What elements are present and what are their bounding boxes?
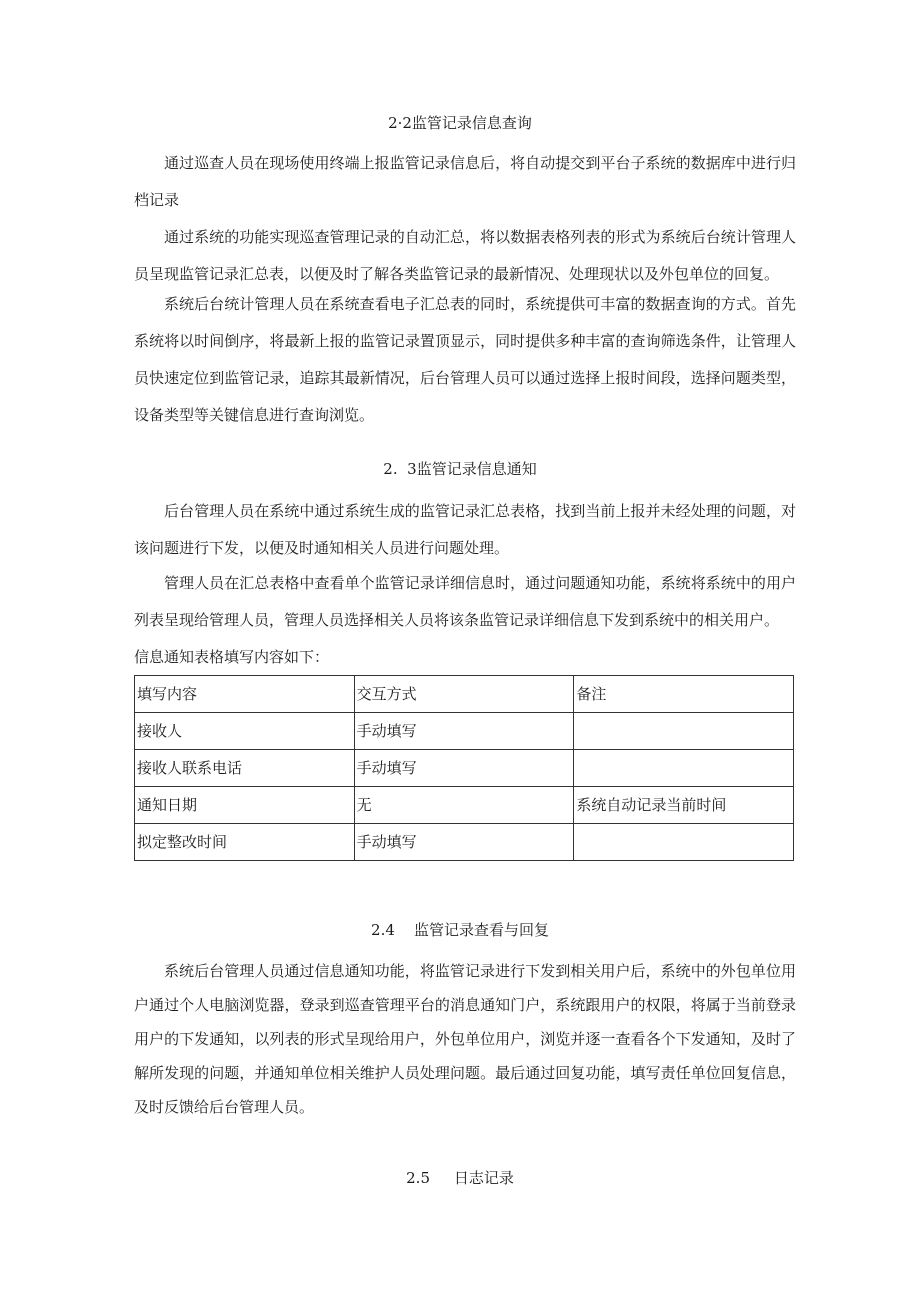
table-cell: 无	[354, 787, 574, 824]
paragraph-2-4-1: 系统后台管理人员通过信息通知功能，将监管记录进行下发到相关用户后，系统中的外包单位用户通过个人电脑浏览器，登录到巡查管理平台的消息通知门户，系统跟用户的权限，将属于当前登录用户的下发通知，以列表的形式呈现给用户，外包单位用户，浏览并逐一查看各个下发通知，及时了解所发现的问题，并通知单位相关维护人员处理问题。最后通过回复功能，填写责任单位回复信息，及时反馈给后台管理人员。	[134, 962, 796, 1116]
table-row	[135, 824, 794, 861]
table-cell: 接收人	[135, 713, 355, 750]
table-cell	[574, 713, 794, 750]
section-heading-2-5: 2.5 日志记录	[406, 1169, 514, 1187]
table-header-cell: 备注	[574, 676, 794, 713]
paragraph-2-3-1: 后台管理人员在系统中通过系统生成的监管记录汇总表格，找到当前上报并未经处理的问题，对该问题进行下发，以便及时通知相关人员进行问题处理。	[134, 502, 796, 557]
paragraph-2-2-1: 通过巡查人员在现场使用终端上报监管记录信息后，将自动提交到平台子系统的数据库中进行归档记录	[134, 154, 796, 209]
paragraph-2-2-3: 系统后台统计管理人员在系统查看电子汇总表的同时，系统提供可丰富的数据查询的方式。首先系统将以时间倒序，将最新上报的监管记录置顶显示，同时提供多种丰富的查询筛选条件，让管理人员快速定位到监管记录，追踪其最新情况，后台管理人员可以通过选择上报时间段，选择问题类型，设备类型等关键信息进行查询浏览。	[134, 295, 796, 424]
section-heading-2-2: 2·2监管记录信息查询	[388, 114, 532, 132]
table-row	[135, 750, 794, 787]
table-cell: 手动填写	[354, 824, 574, 861]
table-header-cell: 填写内容	[135, 676, 355, 713]
table-cell	[574, 750, 794, 787]
table-cell	[574, 824, 794, 861]
table-row	[135, 713, 794, 750]
notification-fields-table	[134, 675, 794, 861]
section-heading-2-4: 2.4 监管记录查看与回复	[371, 921, 549, 939]
paragraph-2-3-2: 管理人员在汇总表格中查看单个监管记录详细信息时，通过问题通知功能，系统将系统中的用户列表呈现给管理人员，管理人员选择相关人员将该条监管记录详细信息下发到系统中的相关用户。	[134, 574, 796, 629]
table-header-cell: 交互方式	[354, 676, 574, 713]
table-intro: 信息通知表格填写内容如下：	[134, 648, 330, 666]
table-cell: 接收人联系电话	[135, 750, 355, 787]
section-heading-2-3: 2. 3监管记录信息通知	[383, 460, 537, 478]
table-cell: 系统自动记录当前时间	[574, 787, 794, 824]
table-cell: 手动填写	[354, 713, 574, 750]
paragraph-2-2-2: 通过系统的功能实现巡查管理记录的自动汇总，将以数据表格列表的形式为系统后台统计管理人员呈现监管记录汇总表，以便及时了解各类监管记录的最新情况、处理现状以及外包单位的回复。	[134, 228, 796, 283]
table-row	[135, 787, 794, 824]
table-cell: 手动填写	[354, 750, 574, 787]
table-cell: 拟定整改时间	[135, 824, 355, 861]
table-cell: 通知日期	[135, 787, 355, 824]
table-header-row	[135, 676, 794, 713]
